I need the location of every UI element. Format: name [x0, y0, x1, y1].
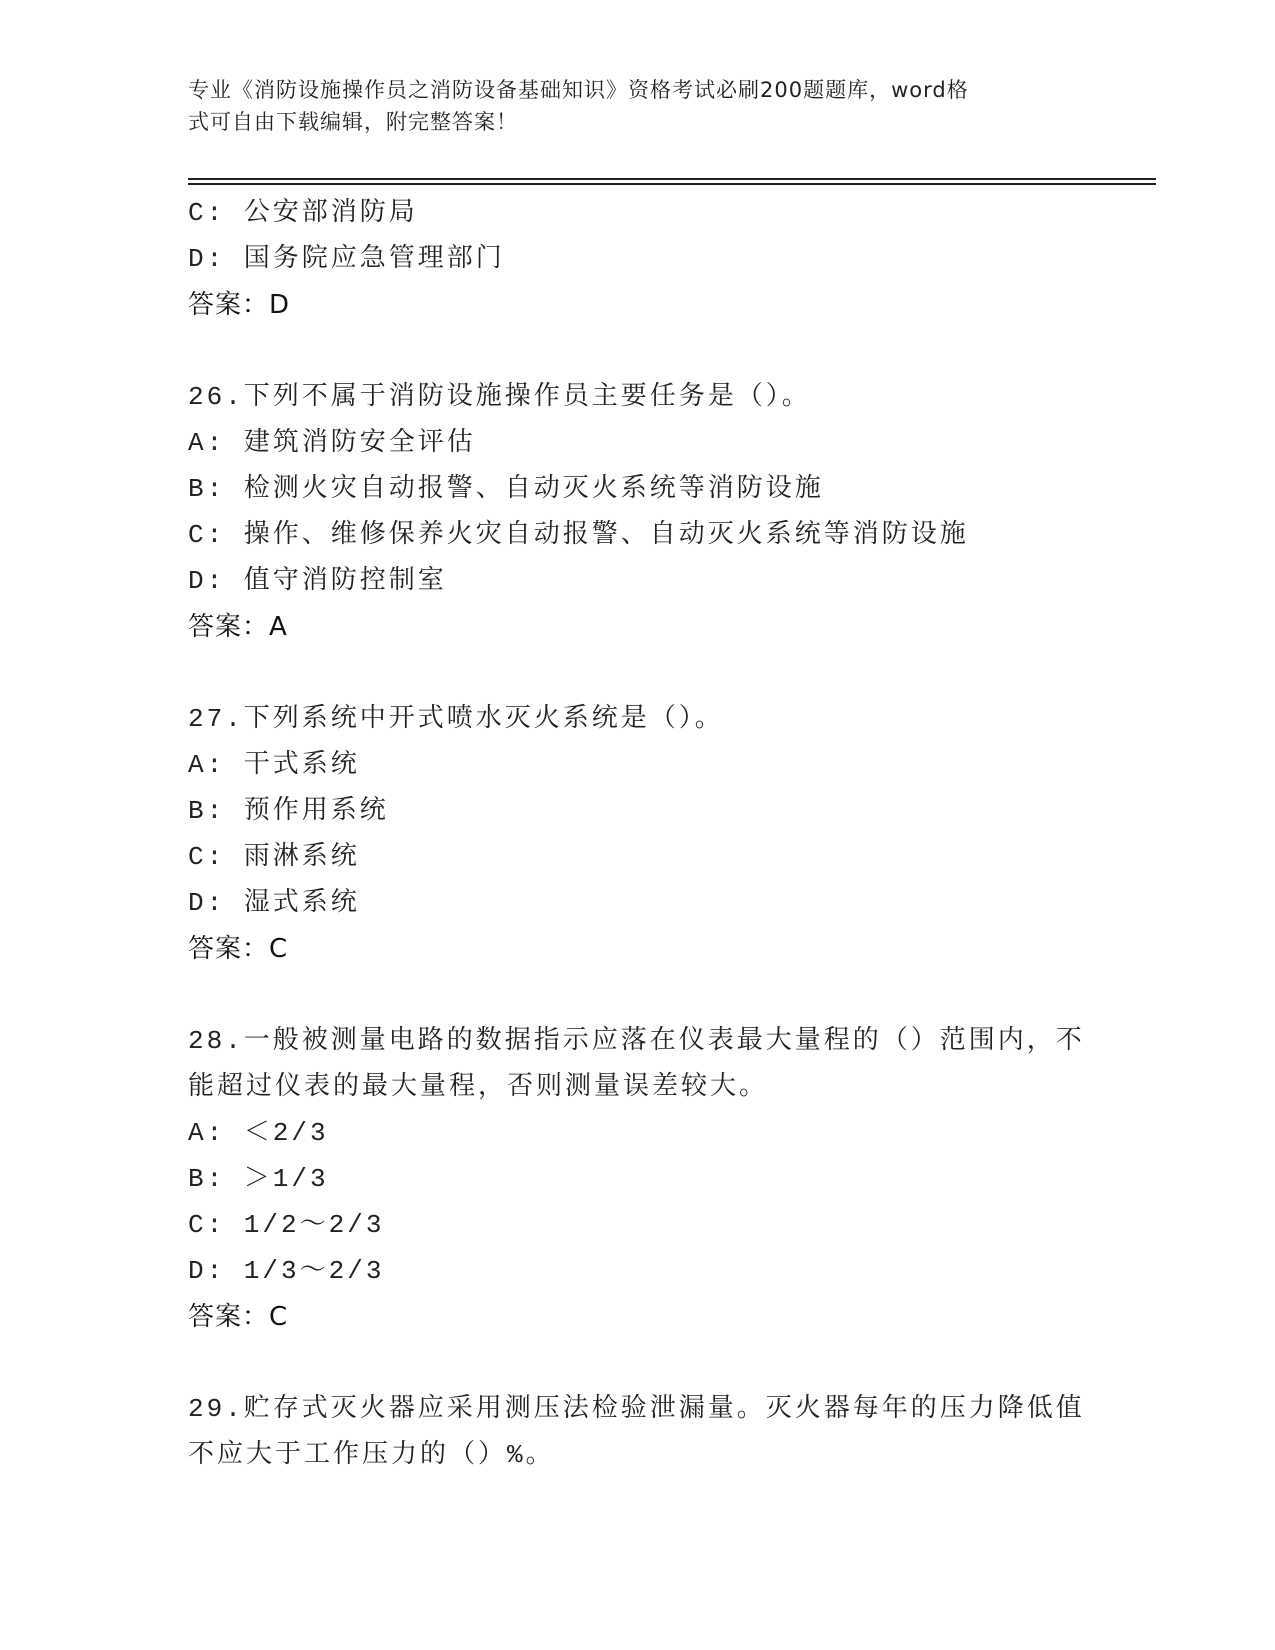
question-stem-line-1: 28.一般被测量电路的数据指示应落在仪表最大量程的（）范围内，不	[188, 1026, 1085, 1056]
option-d: D: 1/3～2/3	[188, 1256, 385, 1286]
answer-line: 答案：C	[188, 1302, 289, 1332]
spacer	[188, 650, 1088, 696]
document-header	[188, 74, 1088, 138]
answer-line: 答案：A	[188, 612, 288, 642]
option-a: A: 干式系统	[188, 750, 360, 780]
option-b: B: 预作用系统	[188, 796, 389, 826]
question-stem-line-2: 不应大于工作压力的（）%。	[188, 1440, 555, 1470]
question-stem: 27.下列系统中开式喷水灭火系统是（）。	[188, 704, 724, 734]
question-list	[188, 190, 1088, 1478]
option-c: C: 操作、维修保养火灾自动报警、自动灭火系统等消防设施	[188, 520, 969, 550]
option-d: D: 湿式系统	[188, 888, 360, 918]
question-28	[188, 1018, 1088, 1340]
question-29	[188, 1386, 1088, 1478]
question-stem-line-2: 能超过仪表的最大量程，否则测量误差较大。	[188, 1072, 769, 1102]
option-c: C: 雨淋系统	[188, 842, 360, 872]
header-divider-top	[188, 178, 1156, 180]
question-26	[188, 374, 1088, 650]
spacer	[188, 1340, 1088, 1386]
answer-line: 答案：D	[188, 290, 291, 320]
question-27	[188, 696, 1088, 972]
header-line-1: 专业《消防设施操作员之消防设备基础知识》资格考试必刷200题题库，word格	[188, 78, 969, 102]
spacer	[188, 972, 1088, 1018]
header-divider-bottom	[188, 183, 1156, 185]
question-stem: 26.下列不属于消防设施操作员主要任务是（）。	[188, 382, 811, 412]
option-a: A: ＜2/3	[188, 1118, 329, 1148]
option-b: B: ＞1/3	[188, 1164, 329, 1194]
question-stem-line-1: 29.贮存式灭火器应采用测压法检验泄漏量。灭火器每年的压力降低值	[188, 1394, 1085, 1424]
option-d: D: 值守消防控制室	[188, 566, 447, 596]
option-c: C: 1/2～2/3	[188, 1210, 385, 1240]
answer-line: 答案：C	[188, 934, 289, 964]
spacer	[188, 328, 1088, 374]
option-d: D: 国务院应急管理部门	[188, 244, 505, 274]
option-a: A: 建筑消防安全评估	[188, 428, 476, 458]
question-25-tail	[188, 190, 1088, 328]
option-b: B: 检测火灾自动报警、自动灭火系统等消防设施	[188, 474, 824, 504]
option-c: C: 公安部消防局	[188, 198, 418, 228]
header-line-2: 式可自由下载编辑，附完整答案！	[188, 110, 518, 134]
